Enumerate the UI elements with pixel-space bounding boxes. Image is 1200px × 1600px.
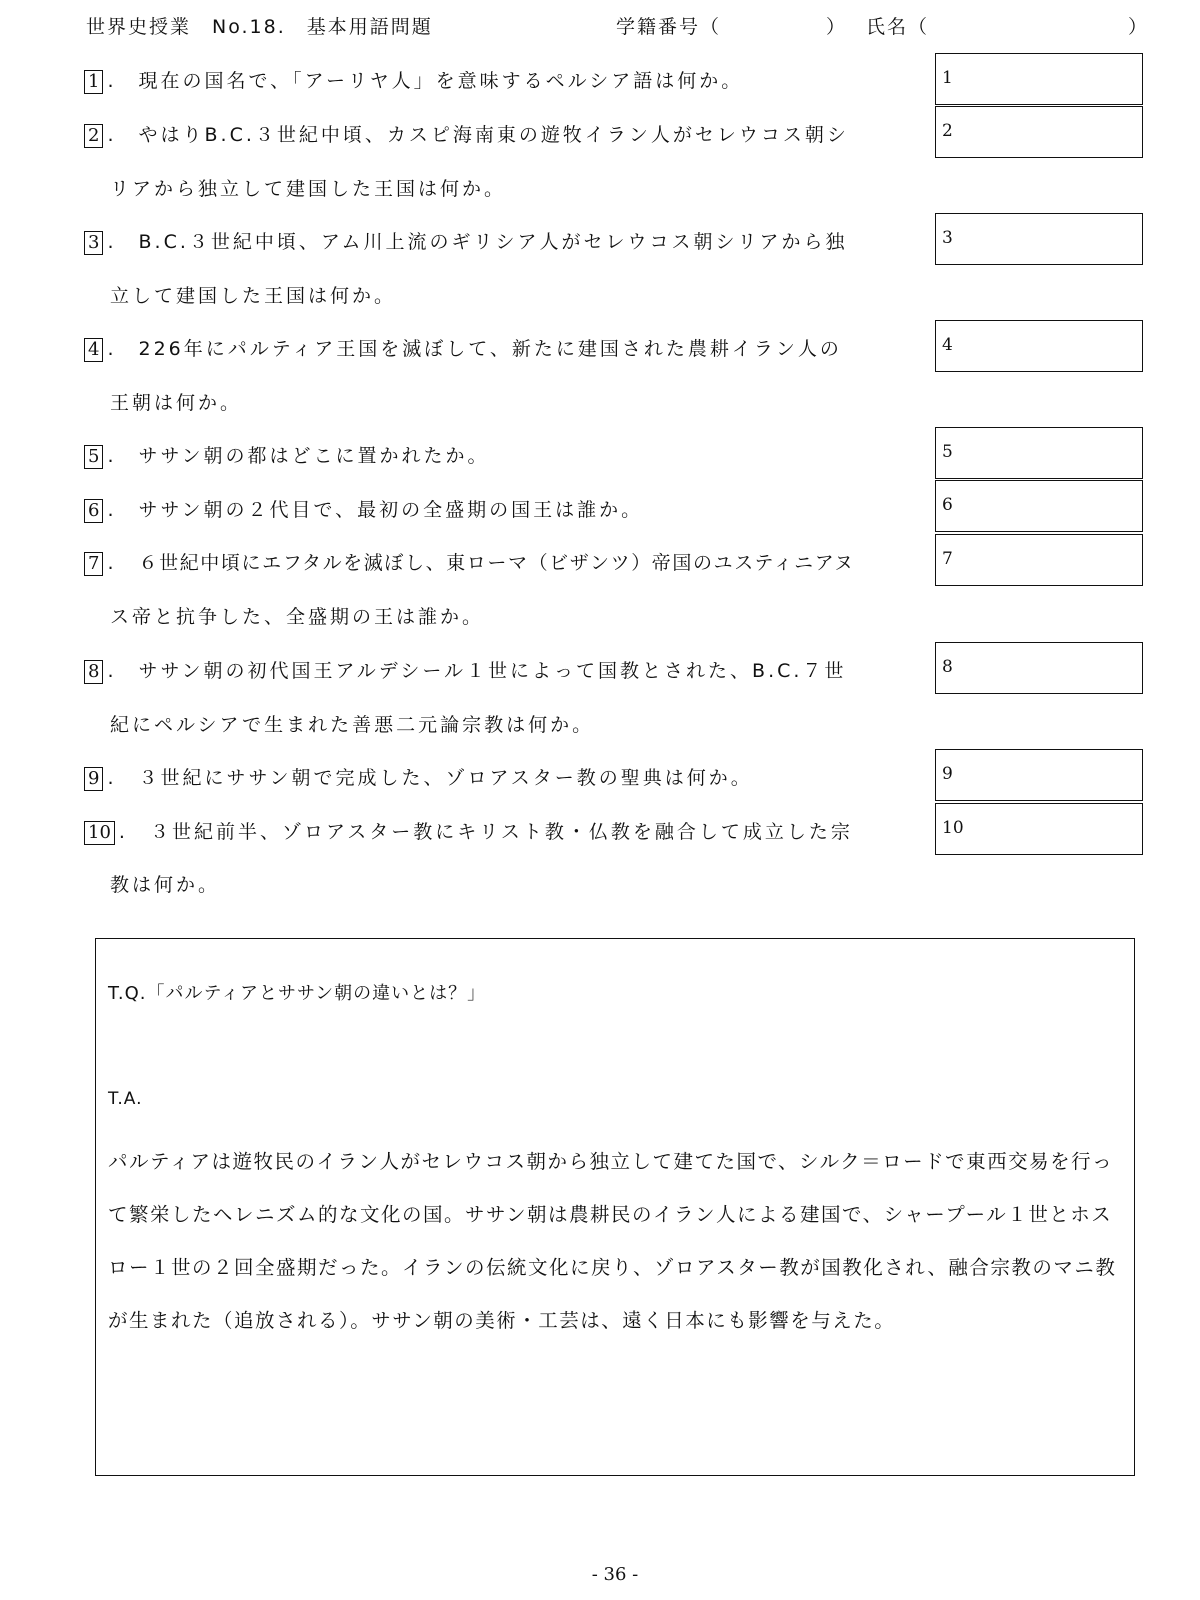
question-9: 9 . ３世紀にササン朝で完成した、ゾロアスター教の聖典は何か。 xyxy=(84,763,753,791)
question-7-continuation: ス帝と抗争した、全盛期の王は誰か。 xyxy=(110,606,485,628)
question-8-continuation: 紀にペルシアで生まれた善悪二元論宗教は何か。 xyxy=(110,714,595,736)
question-1: 1 . 現在の国名で、「アーリヤ人」を意味するペルシア語は何か。 xyxy=(84,66,743,94)
question-10-continuation: 教は何か。 xyxy=(110,874,221,896)
question-text: ３世紀にササン朝で完成した、ゾロアスター教の聖典は何か。 xyxy=(138,767,753,789)
answer-box-label: 5 xyxy=(942,442,953,462)
answer-box-9[interactable] xyxy=(935,749,1143,801)
thinking-answer-label: T.A. xyxy=(108,1089,143,1109)
question-text: やはりB.C.３世紀中頃、カスピ海南東の遊牧イラン人がセレウコス朝シ xyxy=(138,124,849,146)
answer-box-7[interactable] xyxy=(935,534,1143,586)
question-8: 8 . ササン朝の初代国王アルデシール１世によって国教とされた、B.C.７世 xyxy=(84,656,846,684)
answer-box-label: 4 xyxy=(942,335,953,355)
question-number: 1 xyxy=(84,70,103,94)
answer-box-2[interactable] xyxy=(935,106,1143,158)
page-number: - 36 - xyxy=(591,1564,639,1585)
question-text: ササン朝の都はどこに置かれたか。 xyxy=(138,445,490,467)
question-4-continuation: 王朝は何か。 xyxy=(110,392,243,414)
question-number: 7 xyxy=(84,552,103,576)
answer-box-label: 8 xyxy=(942,657,953,677)
answer-box-label: 2 xyxy=(942,121,953,141)
answer-box-8[interactable] xyxy=(935,642,1143,694)
question-number: 6 xyxy=(84,499,103,523)
answer-box-4[interactable] xyxy=(935,320,1143,372)
question-text: ササン朝の２代目で、最初の全盛期の国王は誰か。 xyxy=(138,499,644,521)
question-text: 現在の国名で、「アーリヤ人」を意味するペルシア語は何か。 xyxy=(138,70,744,92)
question-text: B.C.３世紀中頃、アム川上流のギリシア人がセレウコス朝シリアから独 xyxy=(138,231,848,253)
student-number-label: 学籍番号（ ） xyxy=(616,16,848,38)
question-number: 5 xyxy=(84,445,103,469)
question-10: 10 . ３世紀前半、ゾロアスター教にキリスト教・仏教を融合して成立した宗 xyxy=(84,817,853,845)
worksheet-title: 世界史授業 No.18. 基本用語問題 xyxy=(86,16,433,38)
student-name-label: 氏名（ xyxy=(866,16,930,38)
answer-box-6[interactable] xyxy=(935,480,1143,532)
question-number: 4 xyxy=(84,338,103,362)
question-6: 6 . ササン朝の２代目で、最初の全盛期の国王は誰か。 xyxy=(84,495,643,523)
thinking-question-box xyxy=(95,938,1135,1476)
answer-box-5[interactable] xyxy=(935,427,1143,479)
thinking-answer-text: パルティアは遊牧民のイラン人がセレウコス朝から独立して建てた国で、シルク＝ロードで東西交易を行って繁栄したヘレニズム的な文化の国。ササン朝は農耕民のイラン人による建国で、シャープール１世とホスロー１世の２回全盛期だった。イランの伝統文化に戻り、ゾロアスター教が国教化され、融合宗教のマニ教が生まれた（追放される）。ササン朝の美術・工芸は、遠く日本にも影響を与えた。 xyxy=(108,1150,1117,1332)
question-3-continuation: 立して建国した王国は何か。 xyxy=(110,285,397,307)
question-4: 4 . 226年にパルティア王国を滅ぼして、新たに建国された農耕イラン人の xyxy=(84,334,842,362)
question-text: ６世紀中頃にエフタルを滅ぼし、東ローマ（ビザンツ）帝国のユスティニアヌ xyxy=(138,552,855,574)
question-number: 9 xyxy=(84,767,103,791)
question-5: 5 . ササン朝の都はどこに置かれたか。 xyxy=(84,441,490,469)
answer-box-label: 9 xyxy=(942,764,953,784)
question-3: 3 . B.C.３世紀中頃、アム川上流のギリシア人がセレウコス朝シリアから独 xyxy=(84,227,848,255)
answer-box-1[interactable] xyxy=(935,53,1143,105)
answer-box-label: 3 xyxy=(942,228,953,248)
answer-box-10[interactable] xyxy=(935,803,1143,855)
thinking-question: T.Q.「パルティアとササン朝の違いとは？」 xyxy=(108,983,487,1004)
answer-box-label: 7 xyxy=(942,549,953,569)
answer-box-label: 1 xyxy=(942,68,953,88)
answer-box-label: 10 xyxy=(942,818,964,838)
question-number: 2 xyxy=(84,124,103,148)
question-2: 2 . やはりB.C.３世紀中頃、カスピ海南東の遊牧イラン人がセレウコス朝シ xyxy=(84,120,849,148)
answer-box-label: 6 xyxy=(942,495,953,515)
question-number: 8 xyxy=(84,660,103,684)
question-text: ３世紀前半、ゾロアスター教にキリスト教・仏教を融合して成立した宗 xyxy=(149,821,853,843)
answer-box-3[interactable] xyxy=(935,213,1143,265)
question-2-continuation: リアから独立して建国した王国は何か。 xyxy=(110,178,507,200)
question-7: 7 . ６世紀中頃にエフタルを滅ぼし、東ローマ（ビザンツ）帝国のユスティニアヌ xyxy=(84,548,855,576)
question-text: ササン朝の初代国王アルデシール１世によって国教とされた、B.C.７世 xyxy=(138,660,847,682)
question-number: 10 xyxy=(84,821,115,845)
question-number: 3 xyxy=(84,231,103,255)
question-text: 226年にパルティア王国を滅ぼして、新たに建国された農耕イラン人の xyxy=(138,338,842,360)
student-name-close: ） xyxy=(1128,16,1150,38)
worksheet-header xyxy=(86,12,1156,42)
